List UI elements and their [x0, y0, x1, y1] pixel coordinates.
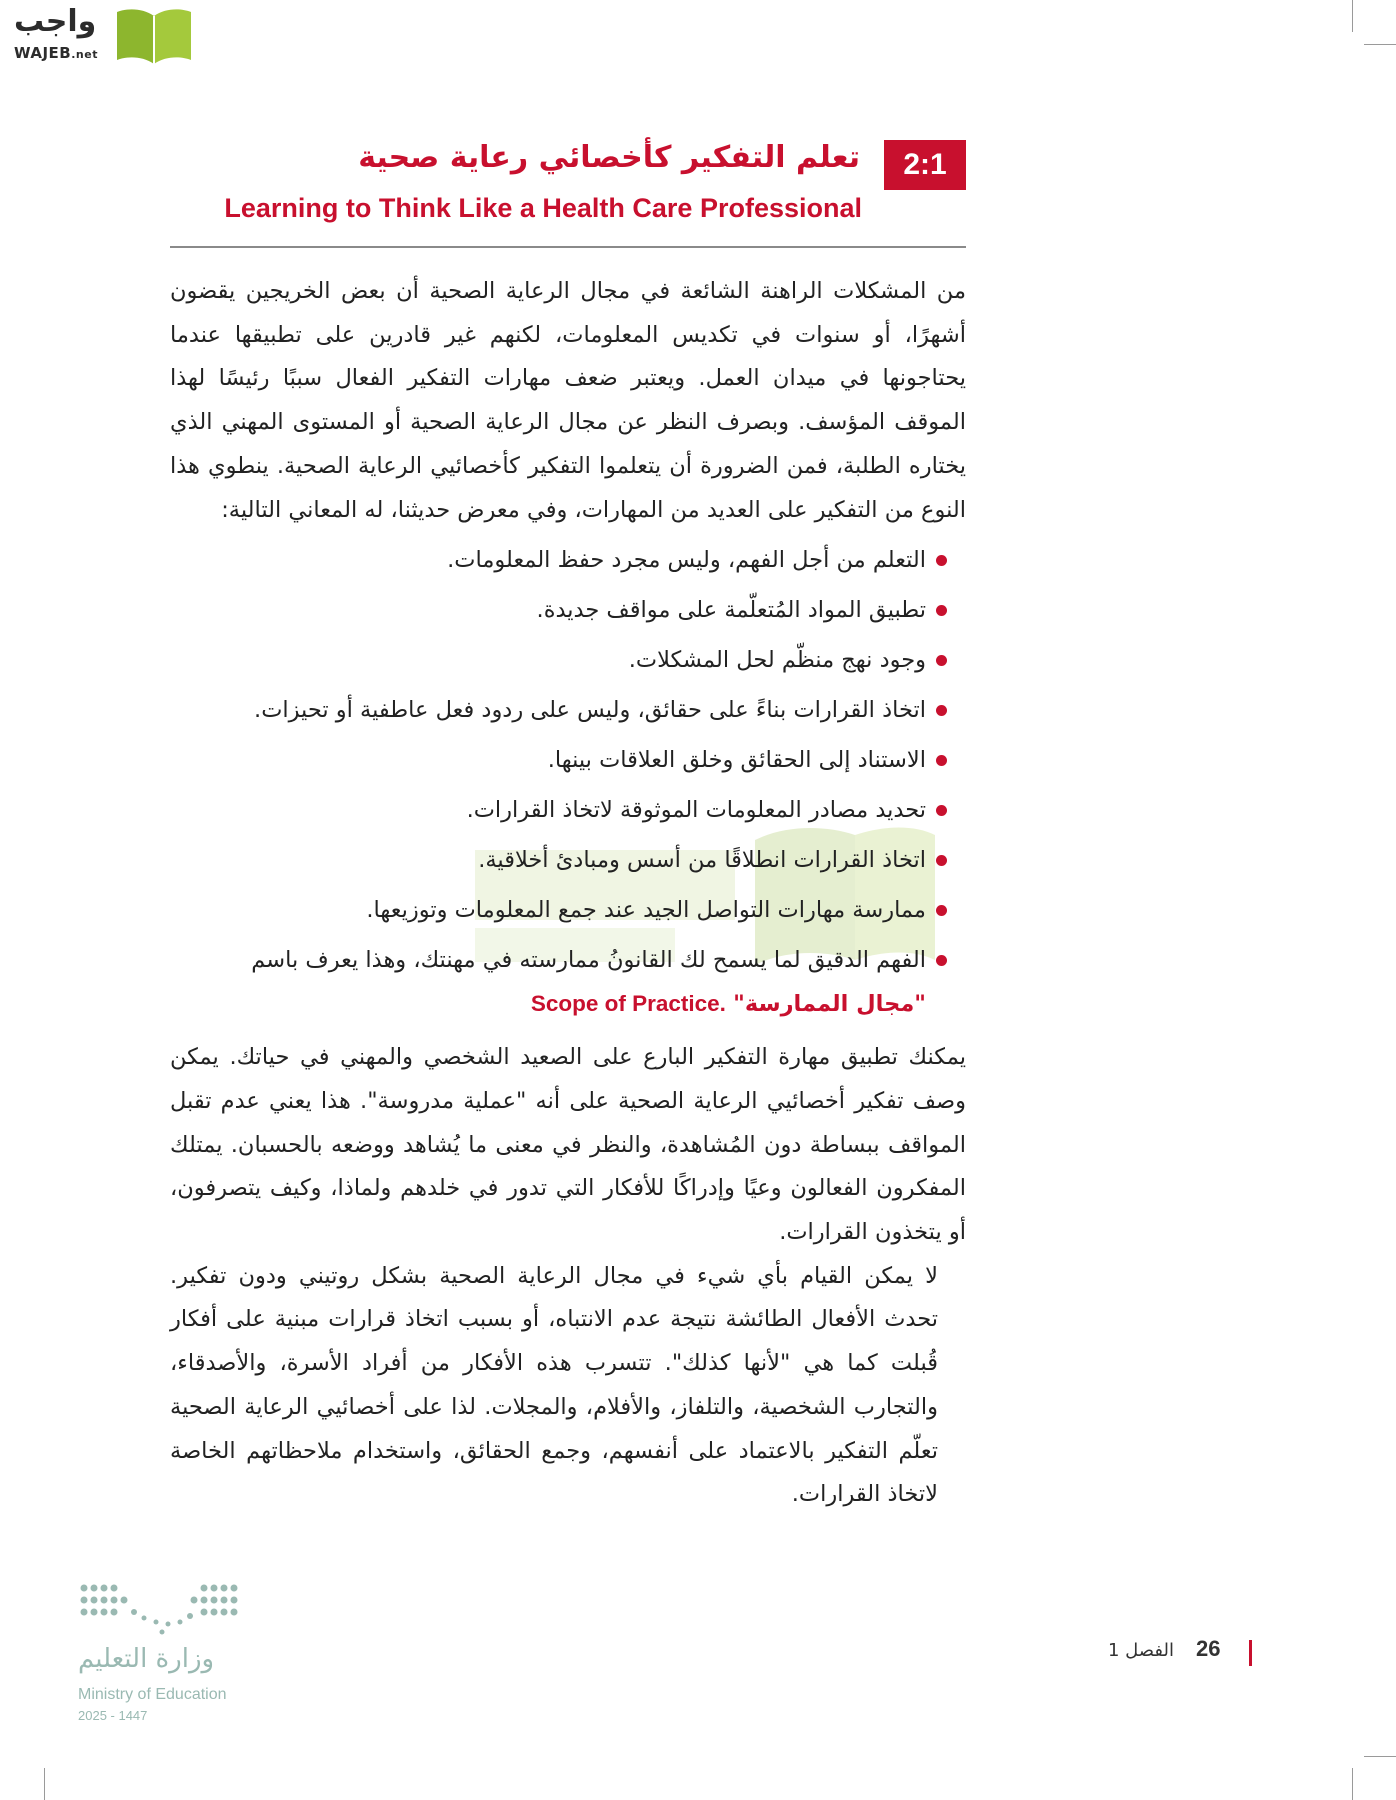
crop-mark-bottom-right-vertical [1352, 1768, 1353, 1800]
section-title-english: Learning to Think Like a Health Care Professional [224, 193, 862, 223]
wajeb-logo-latin: WAJEB.net [14, 44, 98, 62]
bullet-icon [936, 605, 947, 616]
crop-mark-top-right-vertical [1352, 0, 1353, 32]
section-number-badge: 2:1 [884, 140, 966, 190]
bullet-icon [936, 655, 947, 666]
article-body [170, 270, 966, 1517]
crop-mark-bottom-right-horizontal [1364, 1756, 1396, 1757]
intro-paragraph: من المشكلات الراهنة الشائعة في مجال الرعاية الصحية أن بعض الخريجين يقضون أشهرًا، أو سنوات في تكديس المعلومات، لكنهم غير قادرين على تطبيقها عندما يحتاجونها في ميدان العمل. ويعتبر ضعف مهارات التفكير الفعال سببًا رئيسًا لهذا الموقف المؤسف. وبصرف النظر عن مجال الرعاية الصحية أو المستوى المهني الذي يختاره الطلبة، فمن الضرورة أن يتعلموا التفكير كأخصائيي الرعاية الصحية. ينطوي هذا النوع من التفكير على العديد من المهارات، وفي معرض حديثنا، له المعاني التالية: [170, 278, 966, 523]
ministry-name-english: Ministry of Education [78, 1686, 227, 1703]
thinking-skills-list [170, 538, 966, 1026]
page-number-bar [1249, 1640, 1252, 1666]
bullet-icon [936, 955, 947, 966]
open-book-icon [113, 6, 195, 66]
ministry-of-education-logo [76, 1580, 256, 1730]
paragraph-thinking-process: يمكنك تطبيق مهارة التفكير البارع على الصعيد الشخصي والمهني في حياتك. يمكن وصف تفكير أخصائيي الرعاية الصحية على أنه "عملية مدروسة". هذا يعني عدم تقبل المواقف ببساطة دون المُشاهدة، والنظر في معنى ما يُشاهد ووضعه بالحسبان. يمتلك المفكرون الفعالون وعيًا وإدراكًا للأفكار التي تدور في خلدهم ولماذا، وكيف يتصرفون، أو يتخذون القرارات. [170, 1044, 966, 1246]
list-item: التعلم من أجل الفهم، وليس مجرد حفظ المعلومات. [170, 538, 966, 582]
page-number: 26 [1196, 1636, 1221, 1661]
bullet-icon [936, 705, 947, 716]
list-item: وجود نهج منظّم لحل المشكلات. [170, 638, 966, 682]
bullet-icon [936, 755, 947, 766]
wajeb-logo-arabic: واجب [14, 4, 97, 39]
title-divider [170, 246, 966, 248]
wajeb-logo[interactable] [8, 6, 190, 66]
bullet-icon [936, 555, 947, 566]
list-item: اتخاذ القرارات انطلاقًا من أسس ومبادئ أخلاقية. [170, 838, 966, 882]
list-item: ممارسة مهارات التواصل الجيد عند جمع المعلومات وتوزيعها. [170, 888, 966, 932]
scope-of-practice-term: "مجال الممارسة" Scope of Practice. [530, 991, 926, 1018]
bullet-icon [936, 805, 947, 816]
crop-mark-bottom-left-vertical [44, 1768, 45, 1800]
bullet-icon [936, 905, 947, 916]
ministry-year: 2025 - 1447 [78, 1708, 148, 1723]
ministry-name-arabic: وزارة التعليم [78, 1644, 215, 1674]
paragraph-routine-actions: لا يمكن القيام بأي شيء في مجال الرعاية الصحية بشكل روتيني ودون تفكير. تحدث الأفعال الطائشة نتيجة عدم الانتباه، أو بسبب اتخاذ قرارات مبنية على أفكار قُبلت كما هي "لأنها كذلك". تتسرب هذه الأفكار من أفراد الأسرة، والأصدقاء، والتجارب الشخصية، والتلفاز، والأفلام، والمجلات. لذا على أخصائيي الرعاية الصحية تعلّم التفكير بالاعتماد على أنفسهم، وجمع الحقائق، واستخدام ملاحظاتهم الخاصة لاتخاذ القرارات. [170, 1262, 938, 1508]
list-item: تطبيق المواد المُتعلّمة على مواقف جديدة. [170, 588, 966, 632]
list-item: اتخاذ القرارات بناءً على حقائق، وليس على ردود فعل عاطفية أو تحيزات. [170, 688, 966, 732]
list-item: الاستناد إلى الحقائق وخلق العلاقات بينها. [170, 738, 966, 782]
list-item: الفهم الدقيق لما يسمح لك القانونُ ممارسته في مهنتك، وهذا يعرف باسم "مجال الممارسة" Scope of Practice. [170, 938, 966, 1026]
section-title-arabic: تعلم التفكير كأخصائي رعاية صحية [358, 140, 860, 175]
chapter-label: الفصل 1 [1108, 1640, 1175, 1661]
crop-mark-top-right-horizontal [1364, 44, 1396, 45]
list-item: تحديد مصادر المعلومات الموثوقة لاتخاذ القرارات. [170, 788, 966, 832]
bullet-icon [936, 855, 947, 866]
ministry-dots-icon [78, 1580, 248, 1640]
